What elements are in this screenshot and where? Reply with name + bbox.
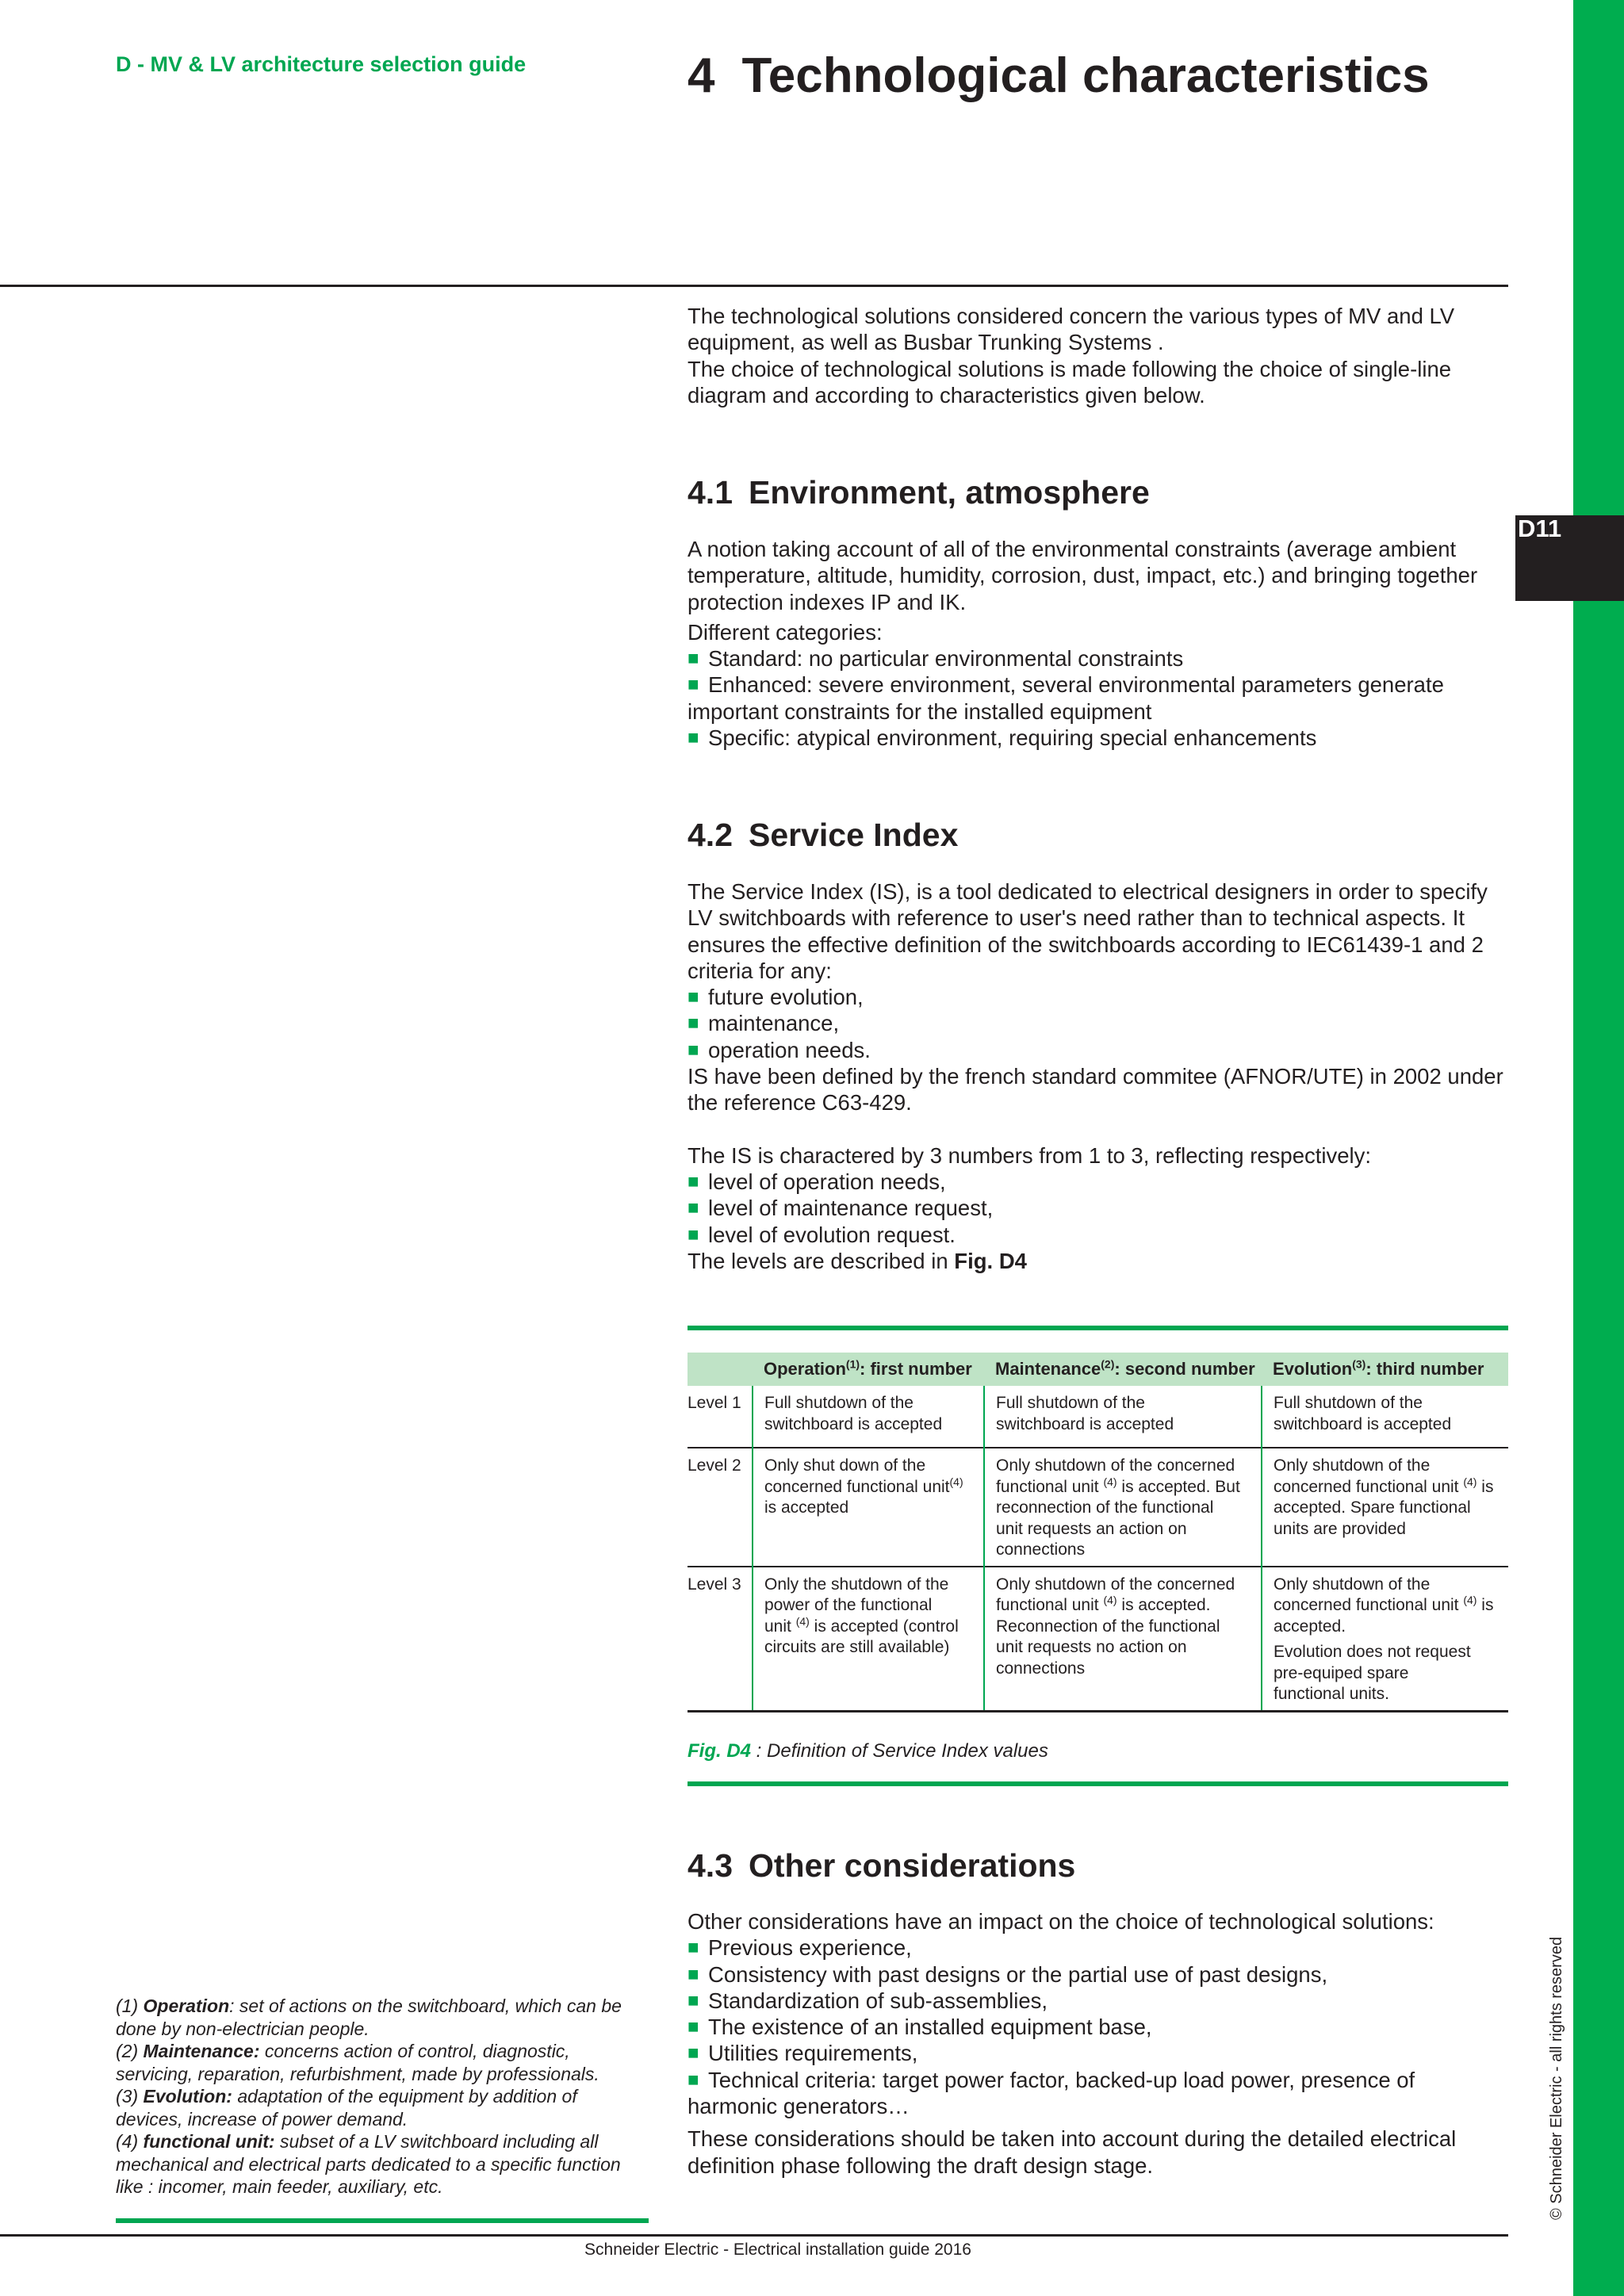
footer-text: Schneider Electric - Electrical installation guide 2016: [584, 2241, 971, 2259]
intro-line: The choice of technological solutions is made following the choice of single-line: [688, 356, 1452, 381]
table-header-row: [688, 1353, 1508, 1386]
operation-cell: Only the shutdown of the power of the functional unit $^{(4)}$ is accepted (control circuits are still available): [753, 1567, 984, 1712]
level-cell: Level 1: [688, 1394, 741, 1412]
text-line: The IS is charactered by 3 numbers from 1 to 3, reflecting respectively:: [688, 1142, 1372, 1168]
environment-paragraph: [688, 536, 1508, 751]
evolution-cell: Full shutdown of the switchboard is accepted: [1262, 1386, 1508, 1448]
square-bullet-icon: ■: [688, 2068, 699, 2091]
header-operation: Operation$^{(1)}$: first number: [753, 1353, 984, 1386]
bullet-item: [688, 1222, 1508, 1248]
square-bullet-icon: ■: [688, 1989, 699, 2011]
footer-rule: [0, 2234, 1508, 2237]
evolution-cell: Only shutdown of the concerned functional unit $^{(4)}$ is accepted. Evolution does not request pre-equiped spare functional units.: [1262, 1567, 1508, 1712]
copyright-notice: © Schneider Electric - all rights reserved: [1548, 1936, 1565, 2220]
bullet-item: [688, 1010, 1508, 1036]
square-bullet-icon: ■: [688, 1039, 699, 1061]
header-maintenance: Maintenance$^{(2)}$: second number: [984, 1353, 1262, 1386]
maintenance-cell: Only shutdown of the concerned functional unit $^{(4)}$ is accepted. Reconnection of the functional unit requests no action on connections: [984, 1567, 1262, 1712]
bullet-item: [688, 984, 1508, 1010]
square-bullet-icon: ■: [688, 1197, 699, 1219]
section-heading-4-3: [688, 1847, 1075, 1885]
text-line: Other considerations have an impact on the choice of technological solutions:: [688, 1909, 1434, 1934]
intro-paragraph: [688, 303, 1508, 408]
footnote-line: like : incomer, main feeder, auxiliary, etc.: [116, 2176, 443, 2197]
section-title: Other considerations: [749, 1847, 1076, 1884]
bullet-item: [688, 2040, 1508, 2066]
table-row: [688, 1448, 1508, 1567]
level-cell: Level 3: [688, 1567, 753, 1712]
text-line: the reference C63-429.: [688, 1090, 912, 1115]
header-rule: [0, 285, 1508, 287]
bullet-text: operation needs.: [708, 1037, 871, 1062]
chapter-title: Technological characteristics: [741, 48, 1430, 103]
text-line: temperature, altitude, humidity, corrosion, dust, impact, etc.) and bringing together: [688, 563, 1478, 588]
bullet-text: Utilities requirements,: [708, 2041, 918, 2066]
bullet-text: Specific: atypical environment, requiring special enhancements: [708, 725, 1317, 751]
page-number-tab: D11: [1515, 515, 1624, 601]
square-bullet-icon: ■: [688, 2042, 699, 2064]
text-line: IS have been defined by the french standard commitee (AFNOR/UTE) in 2002 under: [688, 1064, 1503, 1089]
bullet-item: [688, 1934, 1508, 1961]
footnote-line: servicing, reparation, refurbishment, made by professionals.: [116, 2063, 599, 2084]
bullet-text: Technical criteria: target power factor, backed-up load power, presence of: [708, 2067, 1415, 2092]
text-line: A notion taking account of all of the environmental constraints (average ambient: [688, 537, 1457, 561]
square-bullet-icon: ■: [688, 674, 699, 696]
intro-line: The technological solutions considered concern the various types of MV and LV: [688, 304, 1455, 328]
caption-text: : Definition of Service Index values: [751, 1740, 1048, 1762]
bullet-text: level of evolution request.: [708, 1222, 956, 1247]
section-number: 4.3: [688, 1847, 733, 1884]
bullet-item: [688, 2067, 1508, 2093]
footnote: (4) functional unit: subset of a LV switchboard including all: [116, 2131, 599, 2152]
square-bullet-icon: ■: [688, 1223, 699, 1246]
footnote-line: devices, increase of power demand.: [116, 2108, 408, 2130]
bullet-text: level of maintenance request,: [708, 1196, 994, 1221]
bullet-item: [688, 725, 1508, 751]
footnotes: [116, 1995, 655, 2198]
square-bullet-icon: ■: [688, 1012, 699, 1035]
text-line: ensures the effective definition of the switchboards according to IEC61439-1 and 2: [688, 932, 1484, 957]
section-title: Service Index: [749, 817, 959, 853]
footnote: (3) Evolution: adaptation of the equipment by addition of: [116, 2086, 577, 2107]
footnote-line: done by non-electrician people.: [116, 2018, 370, 2039]
bullet-item: [688, 1961, 1508, 1988]
section-number: 4.1: [688, 474, 733, 511]
bullet-continuation: important constraints for the installed equipment: [688, 698, 1152, 724]
square-bullet-icon: ■: [688, 2016, 699, 2038]
bullet-item: [688, 1988, 1508, 2014]
maintenance-cell: Full shutdown of the switchboard is accepted: [984, 1386, 1262, 1448]
bullet-text: Previous experience,: [708, 1935, 912, 1961]
header-evolution: Evolution$^{(3)}$: third number: [1262, 1353, 1508, 1386]
bullet-text: future evolution,: [708, 985, 864, 1010]
bullet-text: Consistency with past designs or the partial use of past designs,: [708, 1961, 1328, 1987]
operation-cell: Only shut down of the concerned functional unit$^{(4)}$ is accepted: [753, 1448, 984, 1567]
square-bullet-icon: ■: [688, 986, 699, 1008]
text-line: [688, 1248, 1508, 1274]
footnote: (1) Operation: set of actions on the switchboard, which can be: [116, 1996, 622, 2016]
bullet-text: level of operation needs,: [708, 1169, 946, 1194]
footnote: (2) Maintenance: concerns action of control, diagnostic,: [116, 2041, 570, 2061]
page-title: [688, 46, 1430, 106]
table-bottom-rule: [688, 1781, 1508, 1786]
categories-intro: Different categories:: [688, 619, 883, 645]
chapter-number: 4: [688, 48, 715, 103]
header-blank: [688, 1353, 753, 1386]
service-index-paragraph: [688, 878, 1508, 1274]
section-label: D - MV & LV architecture selection guide: [116, 52, 527, 76]
text-line: LV switchboards with reference to user's need rather than to technical aspects. It: [688, 905, 1465, 931]
other-considerations-paragraph: [688, 1908, 1508, 2179]
text-line: protection indexes IP and IK.: [688, 589, 967, 614]
service-index-table: [688, 1353, 1508, 1712]
text-line: These considerations should be taken into account during the detailed electrical: [688, 2126, 1457, 2152]
square-bullet-icon: ■: [688, 727, 699, 749]
evolution-cell: Only shutdown of the concerned functional unit $^{(4)}$ is accepted. Spare functional units are provided: [1262, 1448, 1508, 1567]
level-cell: Level 2: [688, 1448, 753, 1567]
bullet-text: Standardization of sub-assemblies,: [708, 1988, 1048, 2013]
bullet-item: [688, 1037, 1508, 1063]
page-footer: [0, 2241, 1624, 2260]
bullet-text: Enhanced: severe environment, several environmental parameters generate: [708, 672, 1444, 698]
bullet-text: The existence of an installed equipment base,: [708, 2015, 1152, 2040]
footnote-rule: [116, 2218, 649, 2223]
section-heading-4-1: [688, 474, 1150, 511]
figure-caption: [688, 1740, 1048, 1762]
table-row: [688, 1386, 1508, 1448]
text-line: definition phase following the draft design stage.: [688, 2152, 1154, 2178]
square-bullet-icon: ■: [688, 648, 699, 670]
bullet-item: [688, 672, 1508, 698]
bullet-item: [688, 1169, 1508, 1195]
section-number: 4.2: [688, 817, 733, 853]
bullet-text: Standard: no particular environmental constraints: [708, 646, 1184, 672]
operation-cell: Full shutdown of the switchboard is accepted: [753, 1386, 984, 1448]
text-line: The Service Index (IS), is a tool dedicated to electrical designers in order to specify: [688, 879, 1488, 904]
square-bullet-icon: ■: [688, 1963, 699, 1985]
bullet-item: [688, 2014, 1508, 2040]
bullet-item: [688, 645, 1508, 672]
text-fragment: The levels are described in: [688, 1248, 955, 1273]
bullet-continuation: harmonic generators…: [688, 2094, 910, 2119]
intro-line: diagram and according to characteristics given below.: [688, 382, 1205, 408]
square-bullet-icon: ■: [688, 1937, 699, 1959]
section-heading-4-2: [688, 817, 958, 854]
text-line: criteria for any:: [688, 958, 832, 983]
square-bullet-icon: ■: [688, 1170, 699, 1192]
bullet-text: maintenance,: [708, 1011, 840, 1036]
intro-line: equipment, as well as Busbar Trunking Systems .: [688, 330, 1164, 355]
figure-reference: Fig. D4: [954, 1248, 1027, 1273]
section-title: Environment, atmosphere: [749, 474, 1150, 511]
table-row: [688, 1567, 1508, 1712]
side-color-band: [1573, 0, 1624, 2296]
figure-label: Fig. D4: [688, 1740, 752, 1762]
bullet-item: [688, 1195, 1508, 1221]
footnote-line: mechanical and electrical parts dedicated to a specific function: [116, 2153, 621, 2175]
table-top-rule: [688, 1326, 1508, 1330]
maintenance-cell: Only shutdown of the concerned functional unit $^{(4)}$ is accepted. But reconnection of the functional unit requests an action on connections: [984, 1448, 1262, 1567]
